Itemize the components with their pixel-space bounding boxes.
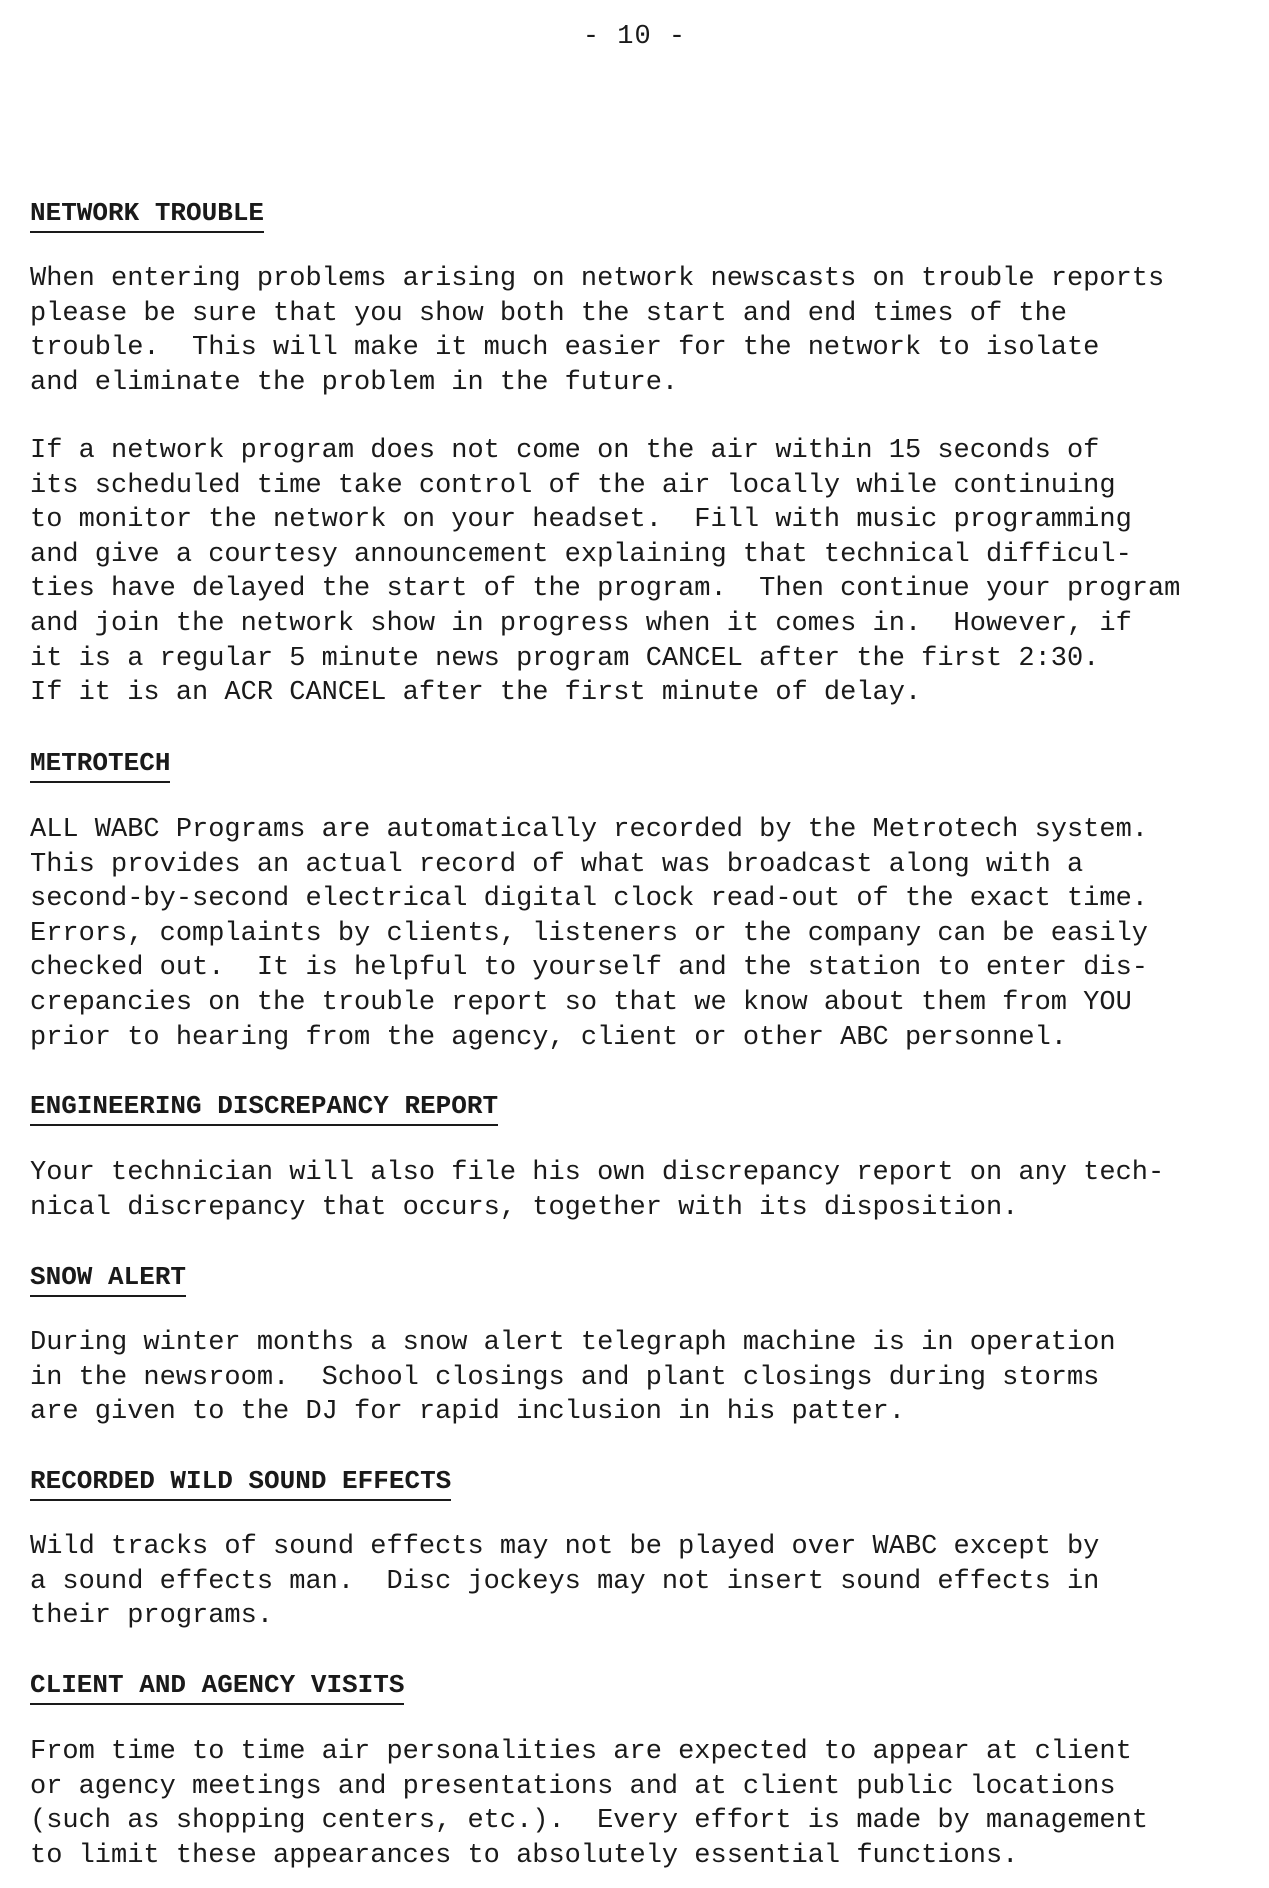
section-client-and-agency-visits [30,1668,1260,1705]
section-heading: NETWORK TROUBLE [30,196,264,233]
paragraph: Wild tracks of sound effects may not be played over WABC except by a sound effects man. Disc jockeys may not insert sound effects in their programs. [30,1532,1100,1632]
section-engineering-discrepancy-report [30,1089,1260,1126]
page-number: - 10 - [582,22,687,52]
section-heading: RECORDED WILD SOUND EFFECTS [30,1464,451,1501]
paragraph: If a network program does not come on the air within 15 seconds of its scheduled time take control of the air locally while continuing to monitor the network on your headset. Fill with music programming and give a courtesy announcement explaining that technical difficul- ties have delayed the start of the program. Then continue your program and join the network show in progress when it comes in. However, if it is a regular 5 minute news program CANCEL after the first 2:30. If it is an ACR CANCEL after the first minute of delay. [30,436,1181,709]
paragraph: ALL WABC Programs are automatically recorded by the Metrotech system. This provides an actual record of what was broadcast along with a second-by-second electrical digital clock read-out of the exact time. Errors, complaints by clients, listeners or the company can be easily checked out. It is helpful to yourself and the station to enter dis- crepancies on the trouble report so that we know about them from YOU prior to hearing from the agency, client or other ABC personnel. [30,815,1148,1053]
paragraph: During winter months a snow alert telegraph machine is in operation in the newsroom. School closings and plant closings during storms are given to the DJ for rapid inclusion in his patter. [30,1328,1116,1428]
section-heading: METROTECH [30,746,170,783]
section-metrotech [30,746,1260,783]
section-heading: ENGINEERING DISCREPANCY REPORT [30,1089,498,1126]
section-network-trouble [30,196,1260,233]
section-heading: SNOW ALERT [30,1260,186,1297]
section-snow-alert [30,1260,1260,1297]
paragraph: When entering problems arising on network newscasts on trouble reports please be sure that you show both the start and end times of the trouble. This will make it much easier for the network to isolate and eliminate the problem in the future. [30,264,1165,398]
paragraph: From time to time air personalities are expected to appear at client or agency meetings and presentations and at client public locations (such as shopping centers, etc.). Every effort is made by management to limit these appearances to absolutely essential functions. [30,1737,1148,1871]
section-recorded-wild-sound-effects [30,1464,1260,1501]
paragraph: Your technician will also file his own discrepancy report on any tech- nical discrepancy that occurs, together with its disposition. [30,1158,1165,1223]
section-heading: CLIENT AND AGENCY VISITS [30,1668,404,1705]
